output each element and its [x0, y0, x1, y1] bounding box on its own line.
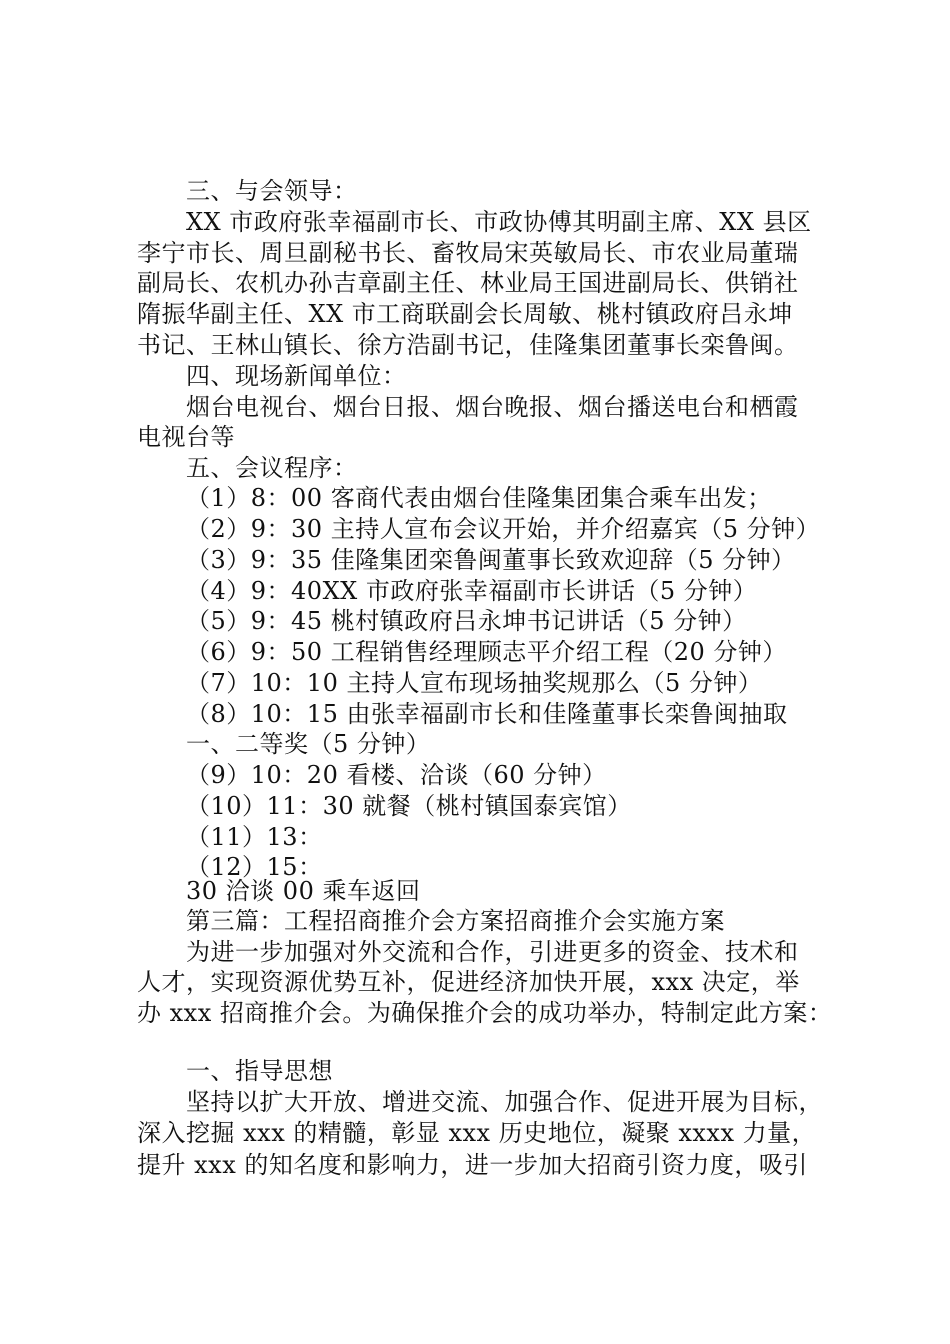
paragraph-line: 为进一步加强对外交流和合作，引进更多的资金、技术和 [186, 938, 799, 966]
program-item-continued: 一、二等奖（5 分钟） [186, 730, 431, 758]
program-item: （1）8：00 客商代表由烟台佳隆集团集合乘车出发； [186, 484, 772, 512]
part-three-title: 第三篇：工程招商推介会方案招商推介会实施方案 [186, 907, 725, 935]
paragraph-line: 电视台等 [137, 423, 235, 451]
program-item: （6）9：50 工程销售经理顾志平介绍工程（20 分钟） [186, 638, 787, 666]
paragraph-line: 坚持以扩大开放、增进交流、加强合作、促进开展为目标， [186, 1088, 823, 1116]
paragraph-line: 30 洽谈 00 乘车返回 [186, 877, 421, 905]
paragraph-line: 烟台电视台、烟台日报、烟台晚报、烟台播送电台和栖霞 [186, 393, 799, 421]
program-item: （11）13： [186, 823, 323, 851]
program-item: （3）9：35 佳隆集团栾鲁闽董事长致欢迎辞（5 分钟） [186, 546, 796, 574]
section-heading-leaders: 三、与会领导： [186, 177, 358, 205]
paragraph-line: 深入挖掘 xxx 的精髓，彰显 xxx 历史地位，凝聚 xxxx 力量， [137, 1119, 817, 1147]
program-item: （5）9：45 桃村镇政府吕永坤书记讲话（5 分钟） [186, 607, 747, 635]
paragraph-line: 书记、王林山镇长、徐方浩副书记，佳隆集团董事长栾鲁闽。 [137, 331, 799, 359]
paragraph-line: 副局长、农机办孙吉章副主任、林业局王国进副局长、供销社 [137, 269, 799, 297]
paragraph-line: 提升 xxx 的知名度和影响力，进一步加大招商引资力度，吸引 [137, 1151, 808, 1179]
paragraph-line: 李宁市长、周旦副秘书长、畜牧局宋英敏局长、市农业局董瑞 [137, 239, 799, 267]
program-item: （7）10：10 主持人宣布现场抽奖规那么（5 分钟） [186, 669, 763, 697]
paragraph-line: 隋振华副主任、XX 市工商联副会长周敏、桃村镇政府吕永坤 [137, 300, 793, 328]
section-heading-guiding-ideology: 一、指导思想 [186, 1057, 333, 1085]
section-heading-program: 五、会议程序： [186, 454, 358, 482]
program-item: （2）9：30 主持人宣布会议开始，并介绍嘉宾（5 分钟） [186, 515, 821, 543]
paragraph-line: XX 市政府张幸福副市长、市政协傅其明副主席、XX 县区 [186, 208, 812, 236]
paragraph-line: 办 xxx 招商推介会。为确保推介会的成功举办，特制定此方案： [137, 999, 833, 1027]
program-item: （12）15： [186, 853, 323, 881]
program-item: （8）10：15 由张幸福副市长和佳隆董事长栾鲁闽抽取 [186, 700, 788, 728]
program-item: （10）11：30 就餐（桃村镇国泰宾馆） [186, 792, 632, 820]
program-item: （4）9：40XX 市政府张幸福副市长讲话（5 分钟） [186, 577, 758, 605]
paragraph-line: 人才，实现资源优势互补，促进经济加快开展，xxx 决定，举 [137, 968, 800, 996]
section-heading-media: 四、现场新闻单位： [186, 362, 407, 390]
program-item: （9）10：20 看楼、洽谈（60 分钟） [186, 761, 607, 789]
